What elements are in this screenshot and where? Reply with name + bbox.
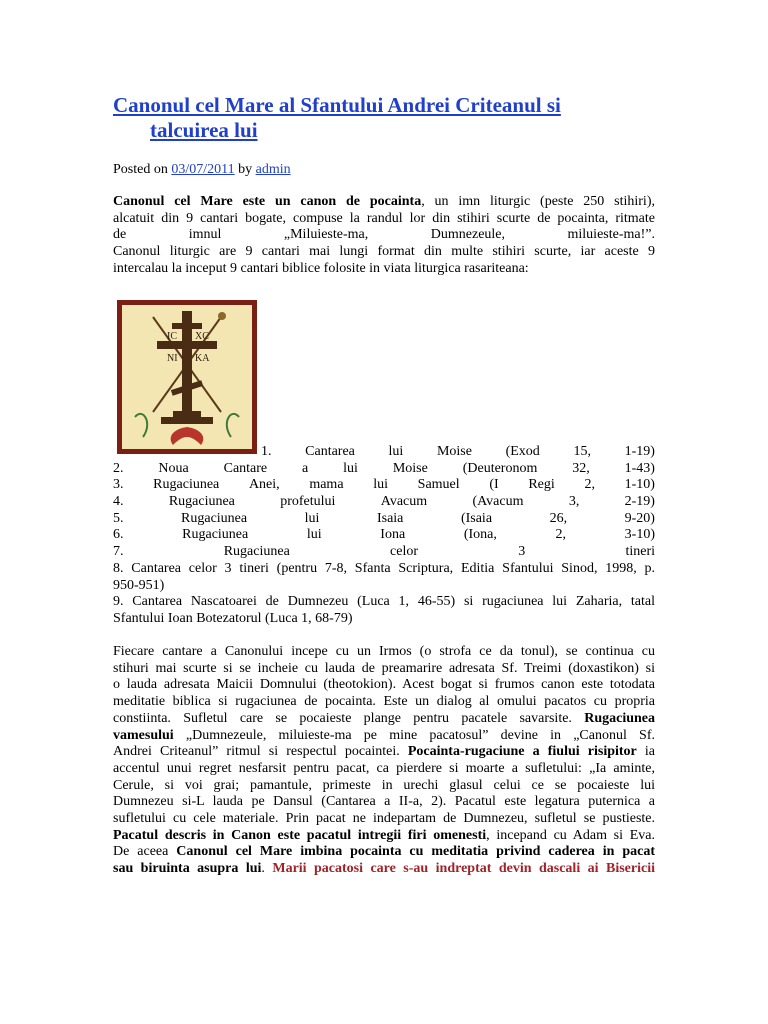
para2-line: Cerule, si voi grai; pamantule, primeste in urechi glasul celui ce se pocaieste lui	[113, 777, 655, 793]
list-item: 6. Rugaciunea lui Iona (Iona, 2, 3-10)	[113, 527, 655, 543]
by-label: by	[238, 162, 253, 177]
para2-line: stihuri mai scurte si se incheie cu lauda de preamarire adresata Sf. Treimi (doxastikon) si	[113, 660, 655, 676]
article-title-link[interactable]	[113, 93, 653, 143]
list-item-9a: 9. Cantarea Nascatoarei de Dumnezeu (Luca 1, 46-55) si rugaciunea lui Zaharia, tatal	[113, 594, 655, 610]
list-item-8a: 8. Cantarea celor 3 tineri (pentru 7-8, Sfanta Scriptura, Editia Sfantului Sinod, 1998, p.	[113, 560, 655, 576]
para2-line: Fiecare cantare a Canonului incepe cu un Irmos (o strofa ce da tonul), se continua cu	[113, 644, 655, 659]
list-item: 5. Rugaciunea lui Isaia (Isaia 26, 9-20)	[113, 510, 655, 526]
intro-paragraph	[113, 194, 655, 278]
cross-main-bar	[157, 341, 217, 349]
intro-line-5: intercalau la inceput 9 cantari biblice folosite in viata liturgica rasariteana:	[113, 260, 529, 276]
intro-line-2: alcatuit din 9 cantari bogate, compuse la randul lor din stihiri scurte de pocainta, ritmate	[113, 210, 655, 226]
canticles-list	[113, 444, 655, 628]
list-item: 7. Rugaciunea celor 3 tineri	[113, 544, 655, 560]
para2-line: vamesului „Dumnezeule, miluieste-ma pe mine pacatosul” devine in „Canonul Sf.	[113, 727, 655, 743]
post-meta	[113, 161, 291, 179]
para2-line: sufletului cu cele materiale. Prin pacat ne indepartam de Dumnezeu, sufletul se pustieste.	[113, 811, 655, 827]
red-emphasis: Marii pacatosi care s-au indreptat devin dascali ai Bisericii	[272, 861, 655, 877]
icon-letters-ic: IC	[167, 331, 177, 342]
second-paragraph	[113, 644, 655, 878]
list-item-8b: 950-951)	[113, 577, 165, 593]
title-line-1[interactable]: Canonul cel Mare al Sfantului Andrei Criteanul si	[113, 93, 561, 117]
para2-line: Dumnezeu si-L lauda pe Dansul (Cantarea a II-a, 2). Pacatul este legatura puternica a	[113, 794, 655, 810]
icon-letters-ka: KA	[195, 353, 210, 364]
para2-line: meditatie biblica si rugaciunea de pocainta. Este un dialog al omului pacatos cu propria	[113, 694, 655, 710]
intro-line-4: Canonul liturgic are 9 cantari mai lungi format din multe stihiri scurte, iar aceste 9	[113, 244, 655, 260]
intro-line-1: Canonul cel Mare este un canon de pocainta, un imn liturgic (peste 250 stihiri),	[113, 194, 655, 209]
list-item: 4. Rugaciunea profetului Avacum (Avacum 3, 2-19)	[113, 494, 655, 510]
list-item-9b: Sfantului Ioan Botezatorul (Luca 1, 68-79)	[113, 610, 353, 626]
para2-line: Pacatul descris in Canon este pacatul intregii firi omenesti, incepand cu Adam si Eva.	[113, 827, 656, 843]
intro-bold-lead: Canonul cel Mare este un canon de pocainta	[113, 194, 422, 209]
orthodox-cross-icon	[113, 297, 261, 457]
icon-letters-xc: XC	[195, 331, 209, 342]
para2-line: Andrei Criteanul” ritmul si respectul pocaintei. Pocainta-rugaciune a fiului risipitor ia	[113, 744, 656, 760]
author-link[interactable]: admin	[255, 162, 291, 177]
title-line-2[interactable]: talcuirea lui	[150, 118, 258, 142]
para2-line: De aceea Canonul cel Mare imbina pocainta cu meditatia privind caderea in pacat	[113, 844, 655, 860]
para2-line: o lauda adresata Maicii Domnului (theotokion). Acest bogat si frumos canon este totodata	[113, 677, 655, 693]
list-item: 2. Noua Cantare a lui Moise (Deuteronom 32, 1-43)	[113, 460, 655, 476]
list-item: 1. Cantarea lui Moise (Exod 15, 1-19)	[261, 444, 655, 459]
para2-line: constiinta. Sufletul care se pocaieste plange pentru pacatele savarsite. Rugaciunea	[113, 710, 655, 726]
para2-line: accentul unui regret nesfarsit pentru pacat, ca pierdere si moarte a sufletului: „Ia aminte,	[113, 760, 655, 776]
cross-top-bar	[172, 323, 202, 329]
icon-letters-ni: NI	[167, 353, 178, 364]
intro-line-3: de imnul „Miluieste-ma, Dumnezeule, miluieste-ma!”.	[113, 227, 655, 243]
cross-icon-image	[113, 297, 261, 457]
post-date-link[interactable]: 03/07/2011	[171, 162, 235, 177]
para2-line: sau biruinta asupra lui. Marii pacatosi care s-au indreptat devin dascali ai Bisericii	[113, 861, 655, 877]
posted-on-label: Posted on	[113, 162, 168, 177]
list-item: 3. Rugaciunea Anei, mama lui Samuel (I Regi 2, 1-10)	[113, 477, 655, 493]
sponge-icon	[218, 312, 226, 320]
